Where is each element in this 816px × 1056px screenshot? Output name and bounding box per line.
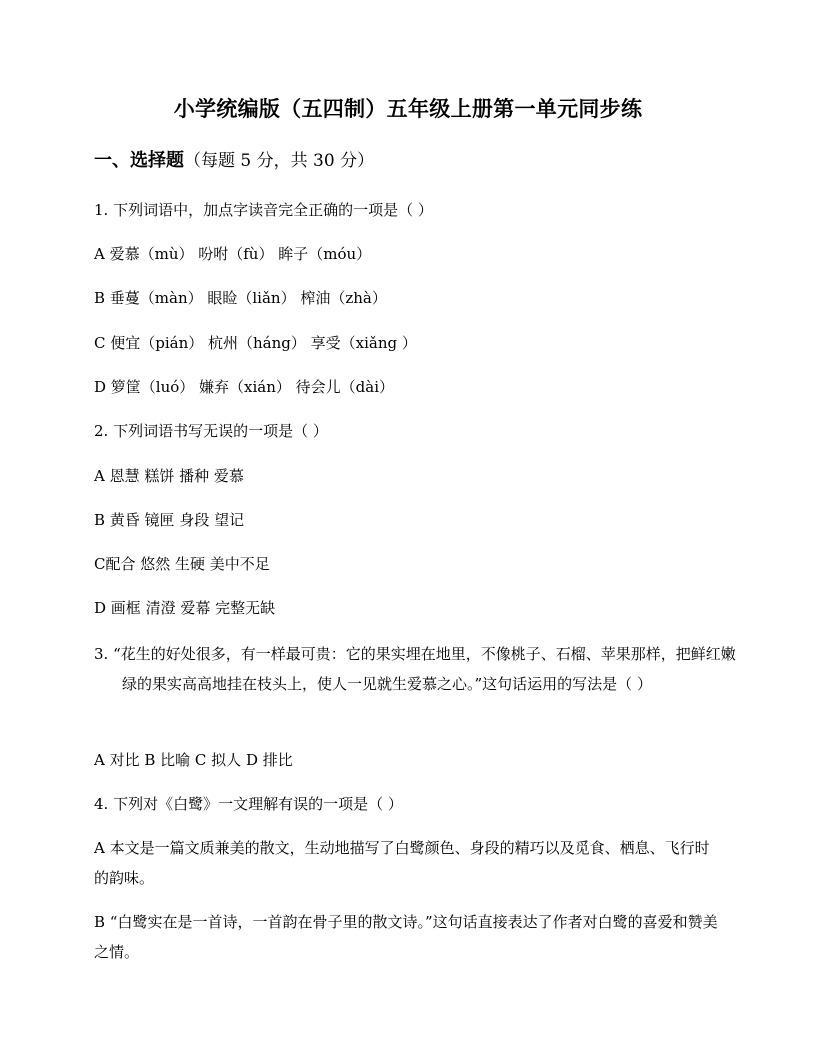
question-1-option-b: B 垂蔓（màn） 眼睑（liǎn） 榨油（zhà） <box>94 289 387 307</box>
question-3-stem: 3. “花生的好处很多，有一样最可贵：它的果实埋在地里，不像桃子、石榴、苹果那样，把鲜红嫩绿的果实高高地挂在枝头上，使人一见就生爱慕之心。”这句话运用的写法是（ ） <box>94 645 736 693</box>
question-4-option-a: A 本文是一篇文质兼美的散文，生动地描写了白鹭颜色、身段的精巧以及觅食、栖息、飞行时的韵味。 <box>94 839 710 887</box>
question-2-option-d: D 画框 清澄 爱幕 完整无缺 <box>94 599 276 617</box>
document-title: 小学统编版（五四制）五年级上册第一单元同步练 <box>173 96 643 121</box>
question-3-options: A 对比 B 比喻 C 拟人 D 排比 <box>94 751 293 769</box>
question-1-stem: 1. 下列词语中，加点字读音完全正确的一项是（ ） <box>94 201 433 219</box>
section-heading: 一、选择题 <box>94 150 184 171</box>
question-2-stem: 2. 下列词语书写无误的一项是（ ） <box>94 422 328 440</box>
question-4-stem: 4. 下列对《白鹭》一文理解有误的一项是（ ） <box>94 795 403 813</box>
question-1-option-a: A 爱慕（mù） 吩咐（fù） 眸子（móu） <box>94 245 372 263</box>
question-2-option-c: C配合 悠然 生硬 美中不足 <box>94 555 270 573</box>
question-4-option-b: B “白鹭实在是一首诗，一首韵在骨子里的散文诗。”这句话直接表达了作者对白鹭的喜爱和赞美之情。 <box>94 913 718 961</box>
question-2-option-a: A 恩慧 糕饼 播种 爱慕 <box>94 467 244 485</box>
question-1-option-c: C 便宜（pián） 杭州（háng） 享受（xiǎng ） <box>94 334 417 352</box>
section-header <box>94 148 374 174</box>
question-1-option-d: D 箩筐（luó） 嫌弃（xián） 待会儿（dài） <box>94 378 395 396</box>
question-2-option-b: B 黄昏 镜匣 身段 望记 <box>94 511 245 529</box>
section-score-note: （每题 5 分，共 30 分） <box>184 151 375 171</box>
